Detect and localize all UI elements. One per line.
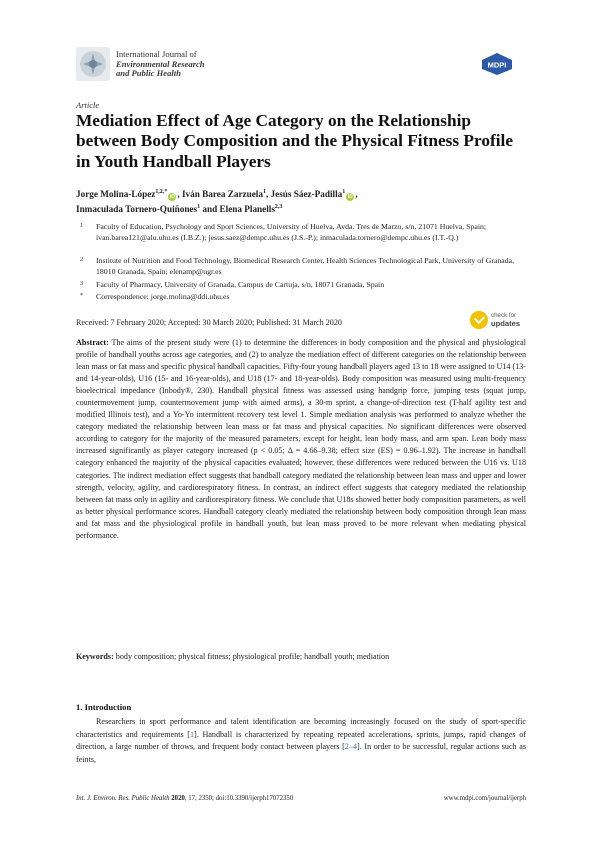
journal-name — [116, 50, 205, 79]
journal-name-line3: and Public Health — [116, 68, 181, 79]
mdpi-logo-text: MDPI — [487, 60, 507, 70]
check-updates-line1: check for — [491, 312, 517, 319]
author-sep: , — [177, 189, 182, 200]
author-name[interactable]: Iván Barea Zarzuela — [181, 189, 263, 200]
affiliation-text: Faculty of Education, Psychology and Sport Sciences, University of Huelva, Avda. Tres de Marzo, s/n, 21071 Huelva, Spain; ivan.barea121@alu.uhu.es (I.B.Z.); jesus.saez@dempc.uhu.es (J.S.-P.); inmaculada.tornero@dempc.uhu.es (I.T.-Q.) — [96, 222, 487, 243]
author-affil-sup: 1 — [262, 189, 266, 195]
page-title: Mediation Effect of Age Category on the Relationship between Body Composition and the Physical Fitness Profile in Youth Handball Players — [76, 111, 514, 171]
citation-link[interactable]: 1 — [190, 729, 195, 739]
corresponding-mark: * — [164, 189, 168, 195]
affiliation-text: Institute of Nutrition and Food Technology, Biomedical Research Center, Health Sciences Technological Park, University of Granada, 18010 Granada, Spain; elenamp@ugr.es — [96, 256, 515, 277]
affiliation-text: Faculty of Pharmacy, University of Granada, Campus de Cartuja, s/n, 18071 Granada, Spain — [96, 280, 385, 289]
keywords — [76, 651, 526, 662]
abstract — [76, 337, 526, 542]
publication-dates: Received: 7 February 2020; Accepted: 30 March 2020; Published: 31 March 2020 — [76, 318, 342, 327]
author-sep: , — [265, 189, 271, 200]
affiliation-text: Correspondence: jorge.molina@ddi.uhu.es — [96, 292, 230, 301]
author-name[interactable]: Jorge Molina-López — [76, 189, 156, 200]
author-name[interactable]: Jesús Sáez-Padilla — [270, 189, 343, 200]
footer-citation — [76, 795, 293, 802]
article-type: Article — [76, 100, 100, 110]
keywords-label: Keywords: — [76, 652, 114, 661]
orcid-icon[interactable]: iD — [347, 194, 353, 201]
author-affil-sup: 2,3 — [274, 204, 283, 211]
check-for-updates-button[interactable] — [470, 310, 526, 332]
check-updates-line2: updates — [491, 319, 521, 328]
journal-logo-icon — [76, 47, 110, 81]
footer-year: 2020 — [171, 795, 185, 802]
citation-link[interactable]: 2–4 — [344, 742, 358, 752]
footer-doi[interactable]: , 17, 2350; doi:10.3390/ijerph17072350 — [184, 795, 294, 802]
author-affil-sup: 1 — [342, 189, 346, 195]
intro-text-part: Researchers in sport performance and talent identification are becoming increasingly focused on the study of sport-specific characteristics and requirements [ — [76, 717, 526, 739]
abstract-text: The aims of the present study were (1) to determine the differences in body composition and the physical and physiological profile of handball youths across age categories, and (2) to analyze the mediation effect of different categories on the relationship between lean mass or fat mass and specific physical handball capacities. Fifty-four young handball players aged 13 to 18 were assigned to U14 (13- and 14-year-olds), U16 (15- and 16-year-olds), and U18 (17- and 18-year-olds). Body composition was measured using multi-frequency bioelectrical impedance (Inbody®, 230). Handball physical fitness was assessed using handgrip force, jumping tests (squat jump, countermovement jump, countermovement jump with aimed arms), a 30-m sprint, a change-of-direction test (T-half agility test and modified Illinois test), and a Yo-Yo intermittent recovery test level 1. Simple mediation analysis was performed to analyze whether the category mediated the relationship between lean mass or fat mass and physical capacities. No significant differences were observed according to category for the majority of the measured parameters, except for height, lean body mass, and arm span. Lean body mass increased significantly as player category increased (p < 0.05; Δ = 4.66–9.38; effect size (ES) = 0.96–1.92). The increase in handball category enhanced the majority of the physical capacities evaluated; however, these differences were reduced between the U16 vs. U18 categories. The indirect mediation effect suggests that handball category mediated the relationship between lean mass and upper and lower strength, velocity, agility, and cardiorespiratory fitness. In contrast, an indirect effect suggests that category mediated the relationship between fat mass only in agility and cardiorespiratory fitness. We conclude that U18s showed better body composition parameters, as well as better physical performance scores. Handball category clearly mediated the relationship between body composition through lean mass and fat mass and the physiological profile in handball youth, but lean mass proved to be more relevant when mediating physical performance. — [76, 338, 526, 540]
affiliation-mark: * — [80, 292, 84, 299]
abstract-label: Abstract: — [76, 338, 109, 347]
journal-name-line1: International Journal of — [116, 49, 197, 59]
intro-text-part: ]. In order to be successful, regular actions such as feints, — [76, 742, 526, 764]
check-updates-icon — [470, 311, 488, 329]
affiliation-mark: 1 — [80, 222, 84, 229]
author-name[interactable]: Elena Planells — [219, 204, 275, 215]
affiliation-mark: 2 — [80, 256, 84, 263]
author-affil-sup: 1 — [197, 204, 201, 211]
author-name[interactable]: Inmaculada Tornero-Quiñones — [76, 204, 198, 215]
journal-name-line2: Environmental Research — [116, 58, 205, 69]
intro-text-part: ]. Handball is characterized by repeating repeated accelerations, sprints, jumps, rapid changes of direction, a large number of throws, and frequent body contact between players [ — [76, 729, 526, 752]
footer-journal: Int. J. Environ. Res. Public Health — [76, 795, 170, 802]
section-heading: 1. Introduction — [76, 702, 132, 712]
orcid-icon[interactable]: iD — [169, 194, 175, 201]
affiliation-mark: 3 — [80, 280, 84, 287]
author-affil-sup: 1,2, — [155, 189, 165, 195]
mdpi-logo-icon — [480, 52, 514, 76]
intro-paragraph — [76, 716, 526, 766]
author-sep: , — [355, 189, 358, 200]
footer-url[interactable]: www.mdpi.com/journal/ijerph — [443, 795, 526, 802]
author-sep: and — [200, 204, 220, 215]
author-list — [76, 186, 526, 217]
keywords-text: body composition; physical fitness; physiological profile; handball youth; mediation — [115, 652, 390, 661]
